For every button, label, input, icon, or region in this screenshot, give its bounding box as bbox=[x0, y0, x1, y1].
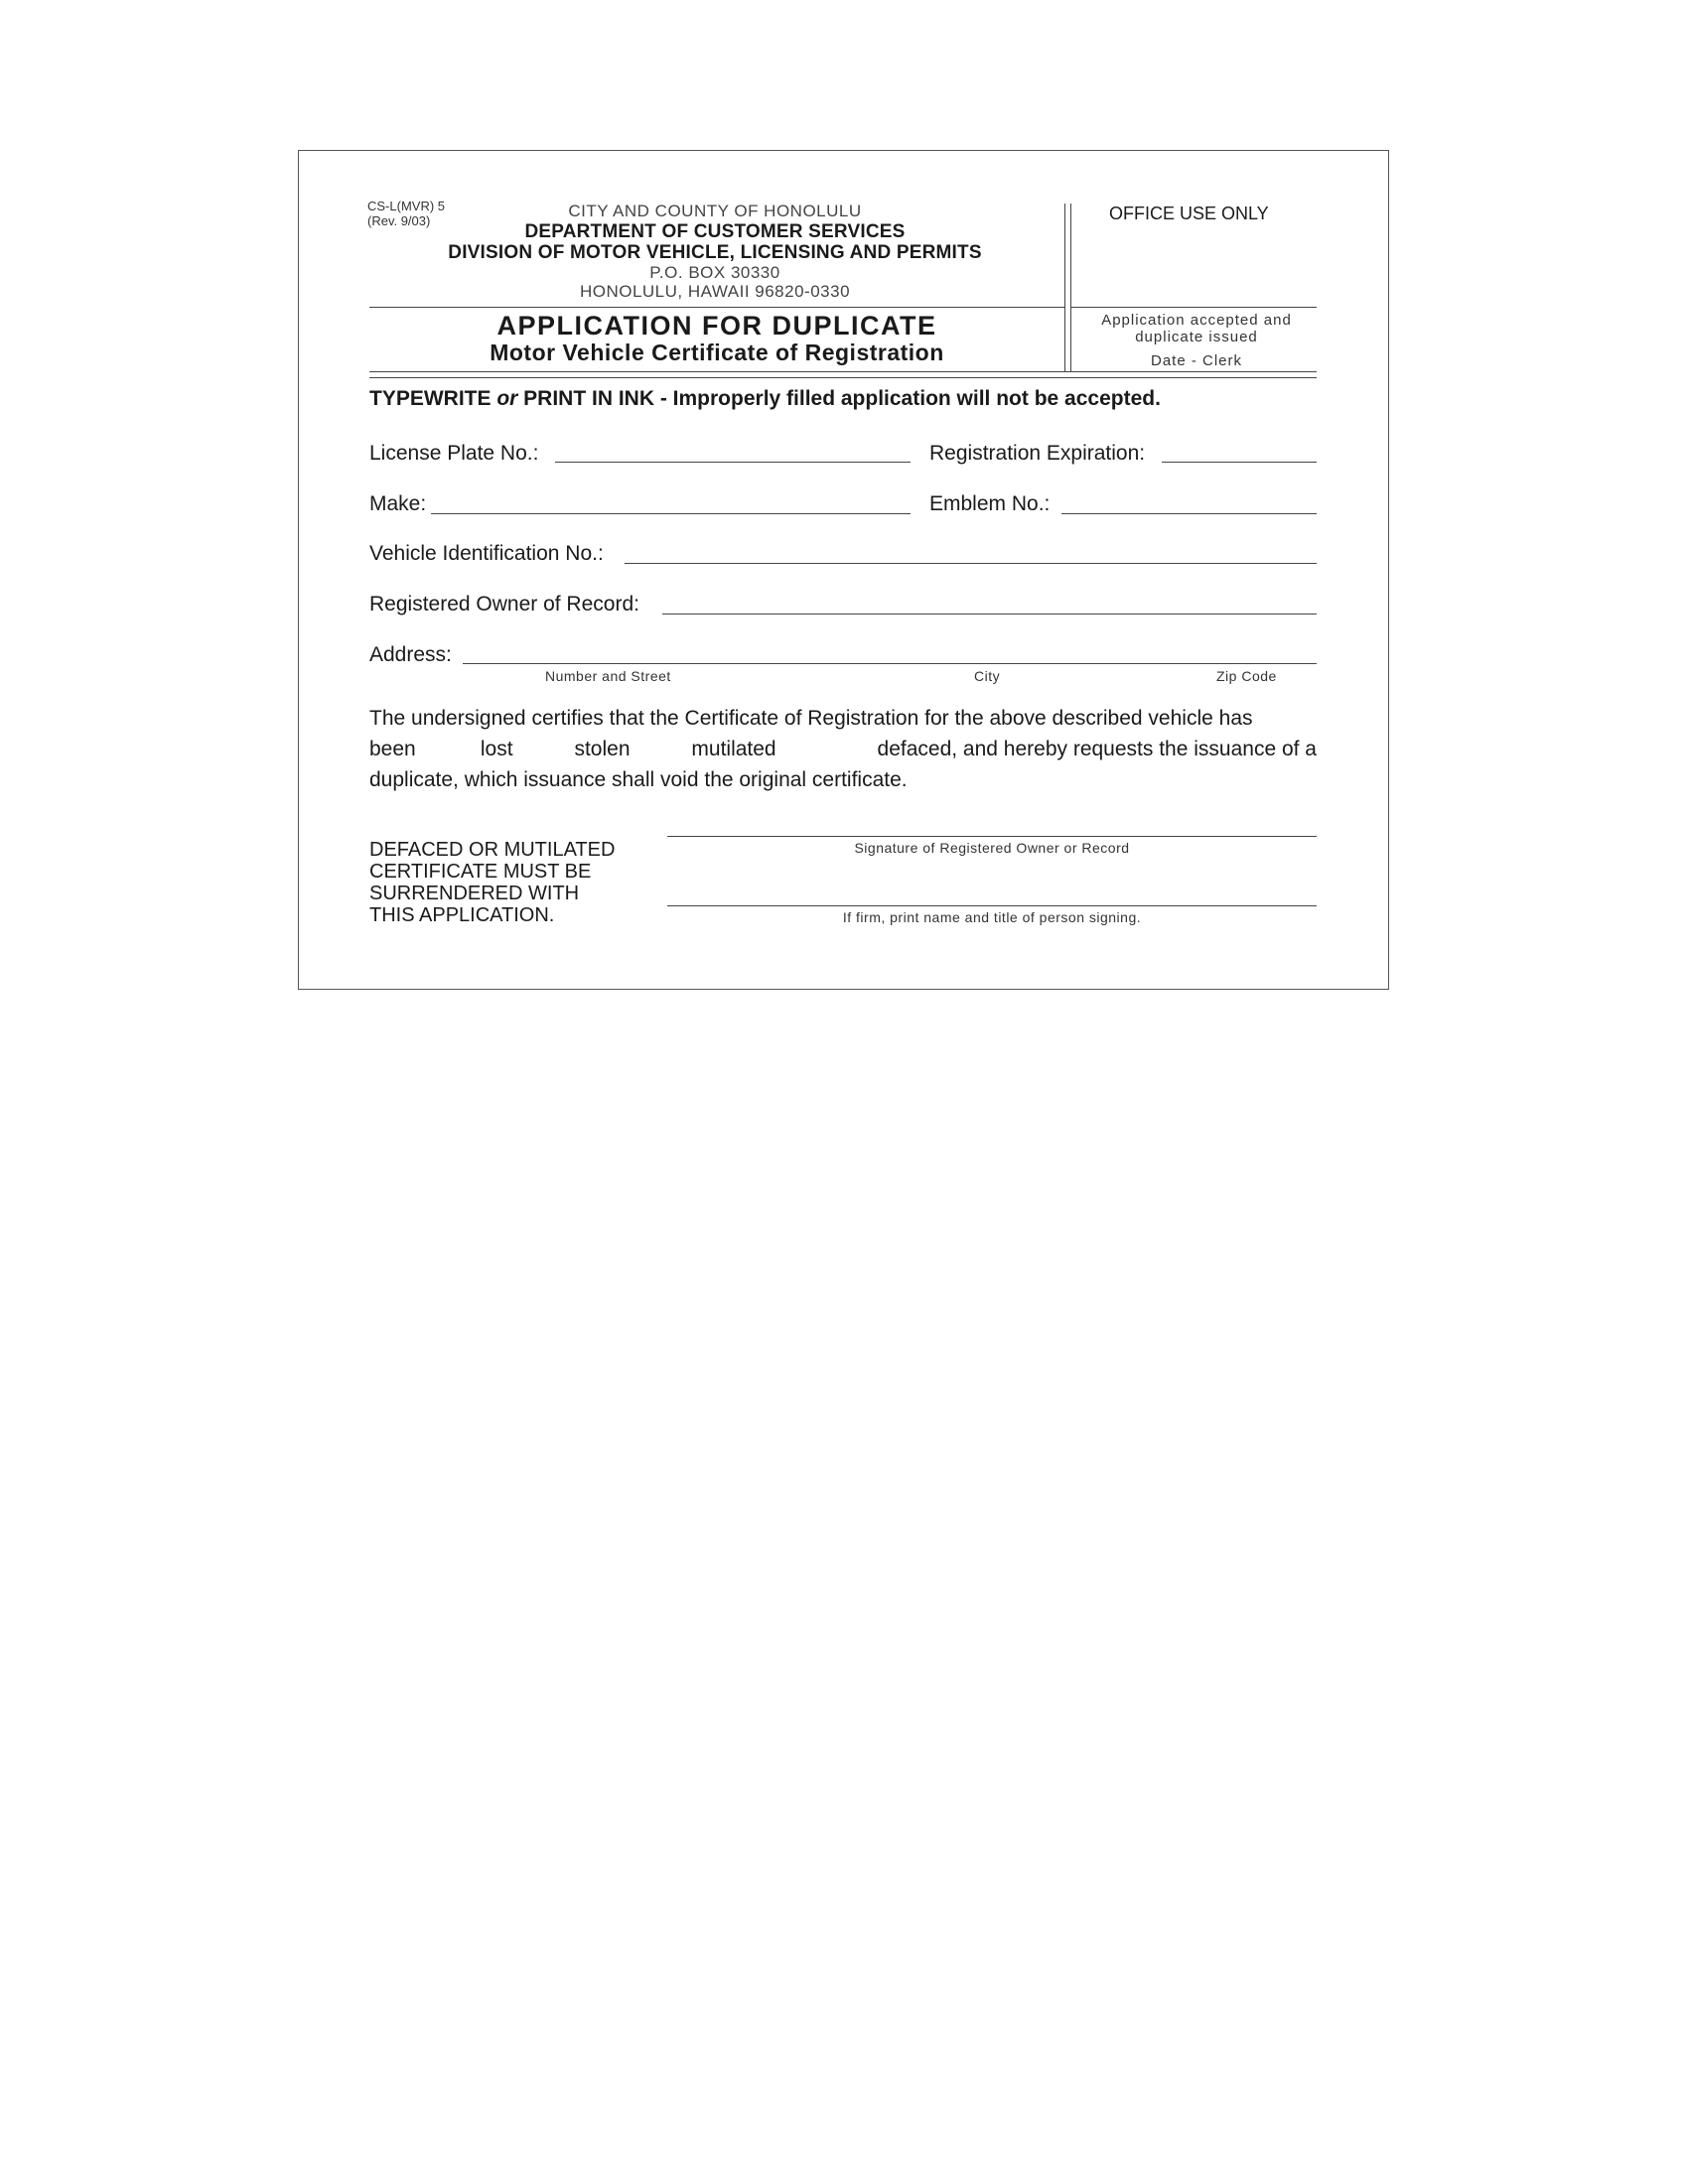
owner-signature-caption: Signature of Registered Owner or Record bbox=[854, 840, 1130, 856]
instructions-rest: PRINT IN INK - Improperly filled application will not be accepted. bbox=[517, 387, 1161, 410]
certification-line3: duplicate, which issuance shall void the original certificate. bbox=[369, 768, 908, 791]
firm-signer-caption: If firm, print name and title of person signing. bbox=[842, 909, 1142, 925]
office-use-date-clerk: Date - Clerk bbox=[1150, 352, 1243, 369]
certification-line1: The undersigned certifies that the Certificate of Registration for the above described vehicle has bbox=[369, 707, 1253, 730]
office-use-title: OFFICE USE ONLY bbox=[1109, 204, 1269, 223]
instructions-typewrite: TYPEWRITE bbox=[369, 387, 497, 410]
office-use-accepted-line1: Application accepted and bbox=[1101, 312, 1292, 329]
form-code: CS-L(MVR) 5 bbox=[367, 199, 446, 213]
office-divider-left bbox=[1064, 204, 1065, 371]
firm-signer-field[interactable] bbox=[667, 905, 1317, 906]
office-use-divider bbox=[1070, 307, 1317, 308]
notice-line4: THIS APPLICATION. bbox=[369, 904, 555, 926]
option-mutilated[interactable]: mutilated bbox=[691, 738, 776, 760]
registration-expiration-label: Registration Expiration: bbox=[929, 442, 1146, 465]
form-revision: (Rev. 9/03) bbox=[367, 213, 431, 228]
option-stolen[interactable]: stolen bbox=[574, 738, 631, 760]
title-main: APPLICATION FOR DUPLICATE bbox=[496, 311, 937, 341]
certification-options-row bbox=[369, 734, 1317, 764]
license-plate-label: License Plate No.: bbox=[369, 442, 539, 465]
header-pobox: P.O. BOX 30330 bbox=[649, 263, 780, 282]
header-city: CITY AND COUNTY OF HONOLULU bbox=[568, 202, 862, 220]
header-divider bbox=[369, 307, 1064, 308]
form-title bbox=[369, 312, 1064, 364]
vin-label: Vehicle Identification No.: bbox=[369, 542, 604, 565]
title-rule-bottom bbox=[369, 377, 1317, 378]
instructions bbox=[369, 387, 1161, 411]
emblem-field[interactable] bbox=[1061, 513, 1317, 514]
title-rule-top bbox=[369, 371, 1317, 372]
header-department: DEPARTMENT OF CUSTOMER SERVICES bbox=[524, 221, 906, 242]
option-been: been bbox=[369, 738, 416, 760]
address-label: Address: bbox=[369, 643, 452, 666]
option-defaced-rest[interactable]: defaced, and hereby requests the issuance of a bbox=[877, 738, 1317, 760]
registration-expiration-field[interactable] bbox=[1162, 462, 1317, 463]
license-plate-field[interactable] bbox=[555, 462, 911, 463]
address-city-caption: City bbox=[974, 668, 1001, 684]
address-field[interactable] bbox=[463, 663, 1317, 664]
office-divider-right bbox=[1070, 204, 1071, 371]
title-sub: Motor Vehicle Certificate of Registration bbox=[490, 340, 944, 365]
emblem-label: Emblem No.: bbox=[929, 492, 1051, 515]
vin-field[interactable] bbox=[625, 563, 1317, 564]
notice-line1: DEFACED OR MUTILATED bbox=[369, 839, 616, 861]
agency-header bbox=[367, 199, 1062, 301]
address-street-caption: Number and Street bbox=[545, 668, 671, 684]
owner-label: Registered Owner of Record: bbox=[369, 593, 639, 615]
office-use-accepted bbox=[1077, 312, 1316, 345]
header-city-state: HONOLULU, HAWAII 96820-0330 bbox=[579, 282, 851, 301]
header-division: DIVISION OF MOTOR VEHICLE, LICENSING AND PERMITS bbox=[448, 242, 982, 263]
notice-line2: CERTIFICATE MUST BE bbox=[369, 861, 592, 883]
option-lost[interactable]: lost bbox=[480, 738, 513, 760]
certification-text bbox=[369, 703, 1317, 795]
owner-signature-field[interactable] bbox=[667, 836, 1317, 837]
notice-line3: SURRENDERED WITH bbox=[369, 883, 580, 904]
address-zip-caption: Zip Code bbox=[1216, 668, 1277, 684]
surrender-notice bbox=[369, 839, 615, 926]
make-label: Make: bbox=[369, 492, 427, 515]
make-field[interactable] bbox=[431, 513, 911, 514]
instructions-or: or bbox=[496, 387, 518, 410]
office-use-accepted-line2: duplicate issued bbox=[1135, 329, 1258, 345]
